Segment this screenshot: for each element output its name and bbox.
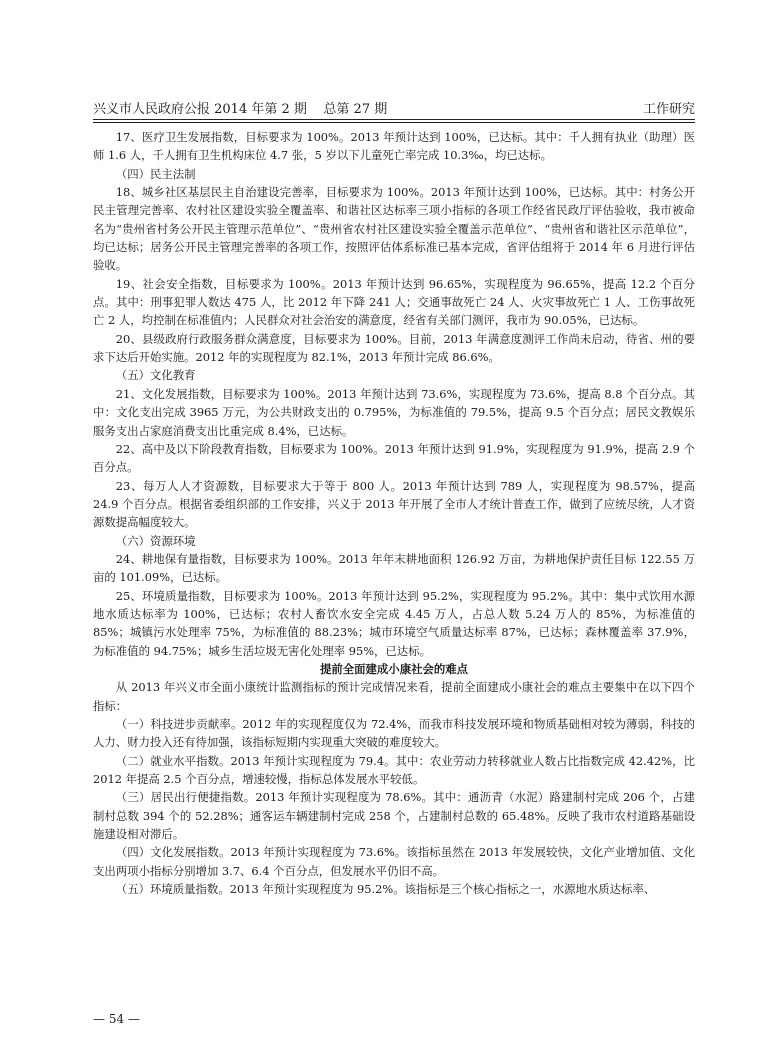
paragraph: （四）文化发展指数。2013 年预计实现程度为 73.6%。该指标虽然在 2013 年发展较快，文化产业增加值、文化支出两项小指标分别增加 3.7、6.4 个百分点，但发展水平仍旧不高。 xyxy=(93,845,695,878)
paragraph: 17、医疗卫生发展指数，目标要求为 100%。2013 年预计达到 100%，已达标。其中：千人拥有执业（助理）医师 1.6 人，千人拥有卫生机构床位 4.7 张，5 岁以下儿童死亡率完成 10.3‰，均已达标。 xyxy=(93,130,695,163)
paragraph: 25、环境质量指数，目标要求为 100%。2013 年预计达到 95.2%，实现程度为 95.2%。其中：集中式饮用水源地水质达标率为 100%，已达标；农村人畜饮水安全完成 4.45 万人，占总人数 5.24 万人的 85%，为标准值的 85%；城镇污水处理率 75%，为标准值的 88.23%；城市环境空气质量达标率 87%，已达标；森林覆盖率 37.9%，为标准值的 94.75%；城乡生活垃圾无害化处理率 95%，已达标。 xyxy=(93,588,695,658)
paragraph: 从 2013 年兴义市全面小康统计监测指标的预计完成情况来看，提前全面建成小康社会的难点主要集中在以下四个指标： xyxy=(93,680,695,713)
header-section-name: 工作研究 xyxy=(642,102,695,117)
page-number: — 54 — xyxy=(93,1012,140,1026)
header-rule-thick xyxy=(93,119,695,120)
subsection-heading: （六）资源环境 xyxy=(115,533,196,548)
subsection-heading: （五）文化教育 xyxy=(115,368,196,383)
paragraph: 21、文化发展指数，目标要求为 100%。2013 年预计达到 73.6%，实现程度为 73.6%，提高 8.8 个百分点。其中：文化支出完成 3965 万元，为公共财政支出的 0.795%，为标准值的 79.5%，提高 9.5 个百分点；居民文教娱乐服务支出占家庭消费支出比重完成 8.4%，已达标。 xyxy=(93,386,695,438)
paragraph: 19、社会安全指数，目标要求为 100%。2013 年预计达到 96.65%，实现程度为 96.65%，提高 12.2 个百分点。其中：刑事犯罪人数达 475 人，比 2012 年下降 241 人；交通事故死亡 24 人、火灾事故死亡 1 人、工伤事故死亡 2 人，均控制在标准值内；人民群众对社会治安的满意度，经省有关部门测评，我市为 90.05%，已达标。 xyxy=(93,276,695,328)
paragraph: 22、高中及以下阶段教育指数，目标要求为 100%。2013 年预计达到 91.9%，实现程度为 91.9%，提高 2.9 个百分点。 xyxy=(93,441,695,475)
section-title: 提前全面建成小康社会的难点 xyxy=(319,661,469,676)
paragraph: （三）居民出行便捷指数。2013 年预计实现程度为 78.6%。其中：通沥青（水泥）路建制村完成 206 个，占建制村总数 394 个的 52.28%；通客运车辆建制村完成 258 个，占建制村总数的 65.48%。反映了我市农村道路基础设施建设相对滞后。 xyxy=(93,790,695,842)
header-journal-title: 兴义市人民政府公报 2014 年第 2 期 总第 27 期 xyxy=(93,102,388,117)
paragraph: （一）科技进步贡献率。2012 年的实现程度仅为 72.4%，而我市科技发展环境和物质基础相对较为薄弱，科技的人力、财力投入还有待加强，该指标短期内实现重大突破的难度较大。 xyxy=(93,717,695,750)
subsection-heading: （四）民主法制 xyxy=(115,166,196,181)
paragraph: （二）就业水平指数。2013 年预计实现程度为 79.4。其中：农业劳动力转移就业人数占比指数完成 42.42%，比 2012 年提高 2.5 个百分点，增速较慢，指标总体发展水平较低。 xyxy=(93,753,695,787)
paragraph: 24、耕地保有量指数，目标要求为 100%。2013 年年末耕地面积 126.92 万亩，为耕地保护责任目标 122.55 万亩的 101.09%，已达标。 xyxy=(93,551,695,585)
page-header xyxy=(93,98,695,121)
header-rule-thin xyxy=(93,122,695,123)
article-body xyxy=(93,128,695,898)
paragraph: 23、每万人人才资源数，目标要求大于等于 800 人。2013 年预计达到 789 人，实现程度为 98.57%，提高 24.9 个百分点。根据省委组织部的工作安排，兴义于 2013 年开展了全市人才统计普查工作，做到了应统尽统，人才资源数提高幅度较大。 xyxy=(93,478,695,530)
paragraph: 20、县级政府行政服务群众满意度，目标要求为 100%。目前，2013 年满意度测评工作尚未启动，待省、州的要求下达后开始实施。2012 年的实现程度为 82.1%，2013 年预计完成 86.6%。 xyxy=(93,331,695,365)
paragraph: （五）环境质量指数。2013 年预计实现程度为 95.2%。该指标是三个核心指标之一，水源地水质达标率、 xyxy=(115,882,656,897)
paragraph: 18、城乡社区基层民主自治建设完善率，目标要求为 100%。2013 年预计达到 100%，已达标。其中：村务公开民主管理完善率、农村社区建设实验全覆盖率、和谐社区达标率三项小指标的各项工作经省民政厅评估验收，我市被命名为“贵州省村务公开民主管理示范单位”、“贵州省农村社区建设实验全覆盖示范单位”、“贵州省和谐社区示范单位”，均已达标；居务公开民主管理完善率的各项工作，按照评估体系标准已基本完成，省评估组将于 2014 年 6 月进行评估验收。 xyxy=(93,185,695,273)
